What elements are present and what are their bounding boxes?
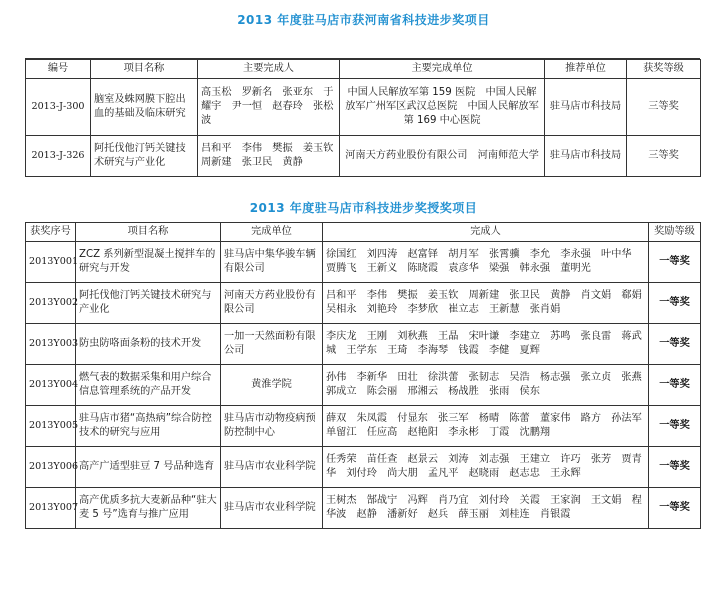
col-header-people: 主要完成人	[198, 60, 340, 79]
table-row	[26, 406, 701, 447]
people: 王树杰 郜战宁 冯辉 肖乃宜 刘付玲 关霞 王家润 王文娟 程华波 赵静 潘新好 赵兵 薛玉丽 刘桂连 肖银霞	[323, 488, 649, 529]
col-header-people: 完成人	[323, 223, 649, 242]
recommender: 驻马店市科技局	[545, 79, 627, 136]
project-name: ZCZ 系列新型混凝土搅拌车的研究与开发	[76, 242, 221, 283]
award-id: 2013Y004	[26, 365, 76, 406]
people: 孙伟 李新华 田壮 徐洪蕾 张韧志 吴浩 杨志强 张立贞 张燕 郭成立 陈会丽 邢湘云 杨战胜 张雨 侯东	[323, 365, 649, 406]
col-header-recommender: 推荐单位	[545, 60, 627, 79]
level: 一等奖	[649, 283, 701, 324]
project-name: 驻马店市猪“高热病”综合防控技术的研究与应用	[76, 406, 221, 447]
table1-title: 2013 年度驻马店市获河南省科技进步奖项目	[237, 13, 490, 27]
table-row	[26, 283, 701, 324]
level: 一等奖	[649, 406, 701, 447]
table-row	[26, 79, 701, 136]
province-award-table	[25, 59, 701, 177]
people: 高玉松 罗新名 张亚东 于耀宇 尹一恒 赵春玲 张松波	[198, 79, 340, 136]
project-name: 高产广适型驻豆 7 号品种选育	[76, 447, 221, 488]
unit: 驻马店市动物疫病预防控制中心	[221, 406, 323, 447]
unit: 一加一天然面粉有限公司	[221, 324, 323, 365]
col-header-unit: 完成单位	[221, 223, 323, 242]
people: 李庆龙 王刚 刘秋燕 王晶 宋叶谦 李建立 苏鸣 张良雷 蒋武城 王学东 王琦 李海琴 钱霞 李健 夏辉	[323, 324, 649, 365]
project-name: 脑室及蛛网膜下腔出血的基础及临床研究	[91, 79, 198, 136]
level: 一等奖	[649, 447, 701, 488]
level: 一等奖	[649, 242, 701, 283]
award-id: 2013Y005	[26, 406, 76, 447]
award-id: 2013Y002	[26, 283, 76, 324]
level: 一等奖	[649, 488, 701, 529]
col-header-id: 编号	[26, 60, 91, 79]
table2-title: 2013 年度驻马店市科技进步奖授奖项目	[249, 201, 478, 215]
unit: 河南天方药业股份有限公司	[221, 283, 323, 324]
table-row	[26, 488, 701, 529]
project-name: 燃气表的数据采集和用户综合信息管理系统的产品开发	[76, 365, 221, 406]
unit: 驻马店市农业科学院	[221, 488, 323, 529]
level: 三等奖	[627, 136, 701, 177]
award-id: 2013Y007	[26, 488, 76, 529]
people: 吕和平 李伟 樊振 姜玉钦 周新建 张卫民 黄静 肖文娟 郗娟 吴相永 刘艳玲 李梦欣 崔立志 王新慧 张肖娟	[323, 283, 649, 324]
people: 任秀荣 苗任查 赵景云 刘涛 刘志强 王建立 许巧 张芳 贾青华 刘付玲 尚大朋 孟凡平 赵晓雨 赵志忠 王永辉	[323, 447, 649, 488]
award-id: 2013-J-300	[26, 79, 91, 136]
award-id: 2013Y003	[26, 324, 76, 365]
table-row	[26, 365, 701, 406]
award-id: 2013Y006	[26, 447, 76, 488]
project-name: 防虫防咯面条粉的技术开发	[76, 324, 221, 365]
unit: 驻马店市农业科学院	[221, 447, 323, 488]
col-header-units: 主要完成单位	[340, 60, 545, 79]
award-id: 2013-J-326	[26, 136, 91, 177]
recommender: 驻马店市科技局	[545, 136, 627, 177]
level: 三等奖	[627, 79, 701, 136]
col-header-level: 获奖等级	[627, 60, 701, 79]
project-name: 阿托伐他汀钙关键技术研究与产业化	[91, 136, 198, 177]
people: 薛双 朱凤霞 付显东 张三军 杨晴 陈蕾 董家伟 路方 孙法军 单留江 任应高 赵艳阳 李永彬 丁霞 沈鹏翔	[323, 406, 649, 447]
people: 徐国红 刘四涛 赵富铎 胡月军 张霄骥 李允 李永强 叶中华 贾腾飞 王新义 陈晓霞 袁彦华 梁强 韩永强 董明光	[323, 242, 649, 283]
unit: 黄淮学院	[221, 365, 323, 406]
units: 河南天方药业股份有限公司 河南师范大学	[340, 136, 545, 177]
project-name: 阿托伐他汀钙关键技术研究与产业化	[76, 283, 221, 324]
people: 吕和平 李伟 樊振 姜玉钦 周新建 张卫民 黄静	[198, 136, 340, 177]
col-header-level: 奖励等级	[649, 223, 701, 242]
table-header-row	[26, 223, 701, 242]
table-row	[26, 242, 701, 283]
level: 一等奖	[649, 365, 701, 406]
col-header-name: 项目名称	[91, 60, 198, 79]
award-id: 2013Y001	[26, 242, 76, 283]
table-row	[26, 447, 701, 488]
units: 中国人民解放军第 159 医院 中国人民解放军广州军区武汉总医院 中国人民解放军第 169 中心医院	[340, 79, 545, 136]
table-row	[26, 324, 701, 365]
table-row	[26, 136, 701, 177]
unit: 驻马店中集华骏车辆有限公司	[221, 242, 323, 283]
city-award-table	[25, 222, 701, 529]
col-header-name: 项目名称	[76, 223, 221, 242]
project-name: 高产优质多抗大麦新品种“驻大麦 5 号”选育与推广应用	[76, 488, 221, 529]
table-header-row	[26, 60, 701, 79]
col-header-id: 获奖序号	[26, 223, 76, 242]
level: 一等奖	[649, 324, 701, 365]
